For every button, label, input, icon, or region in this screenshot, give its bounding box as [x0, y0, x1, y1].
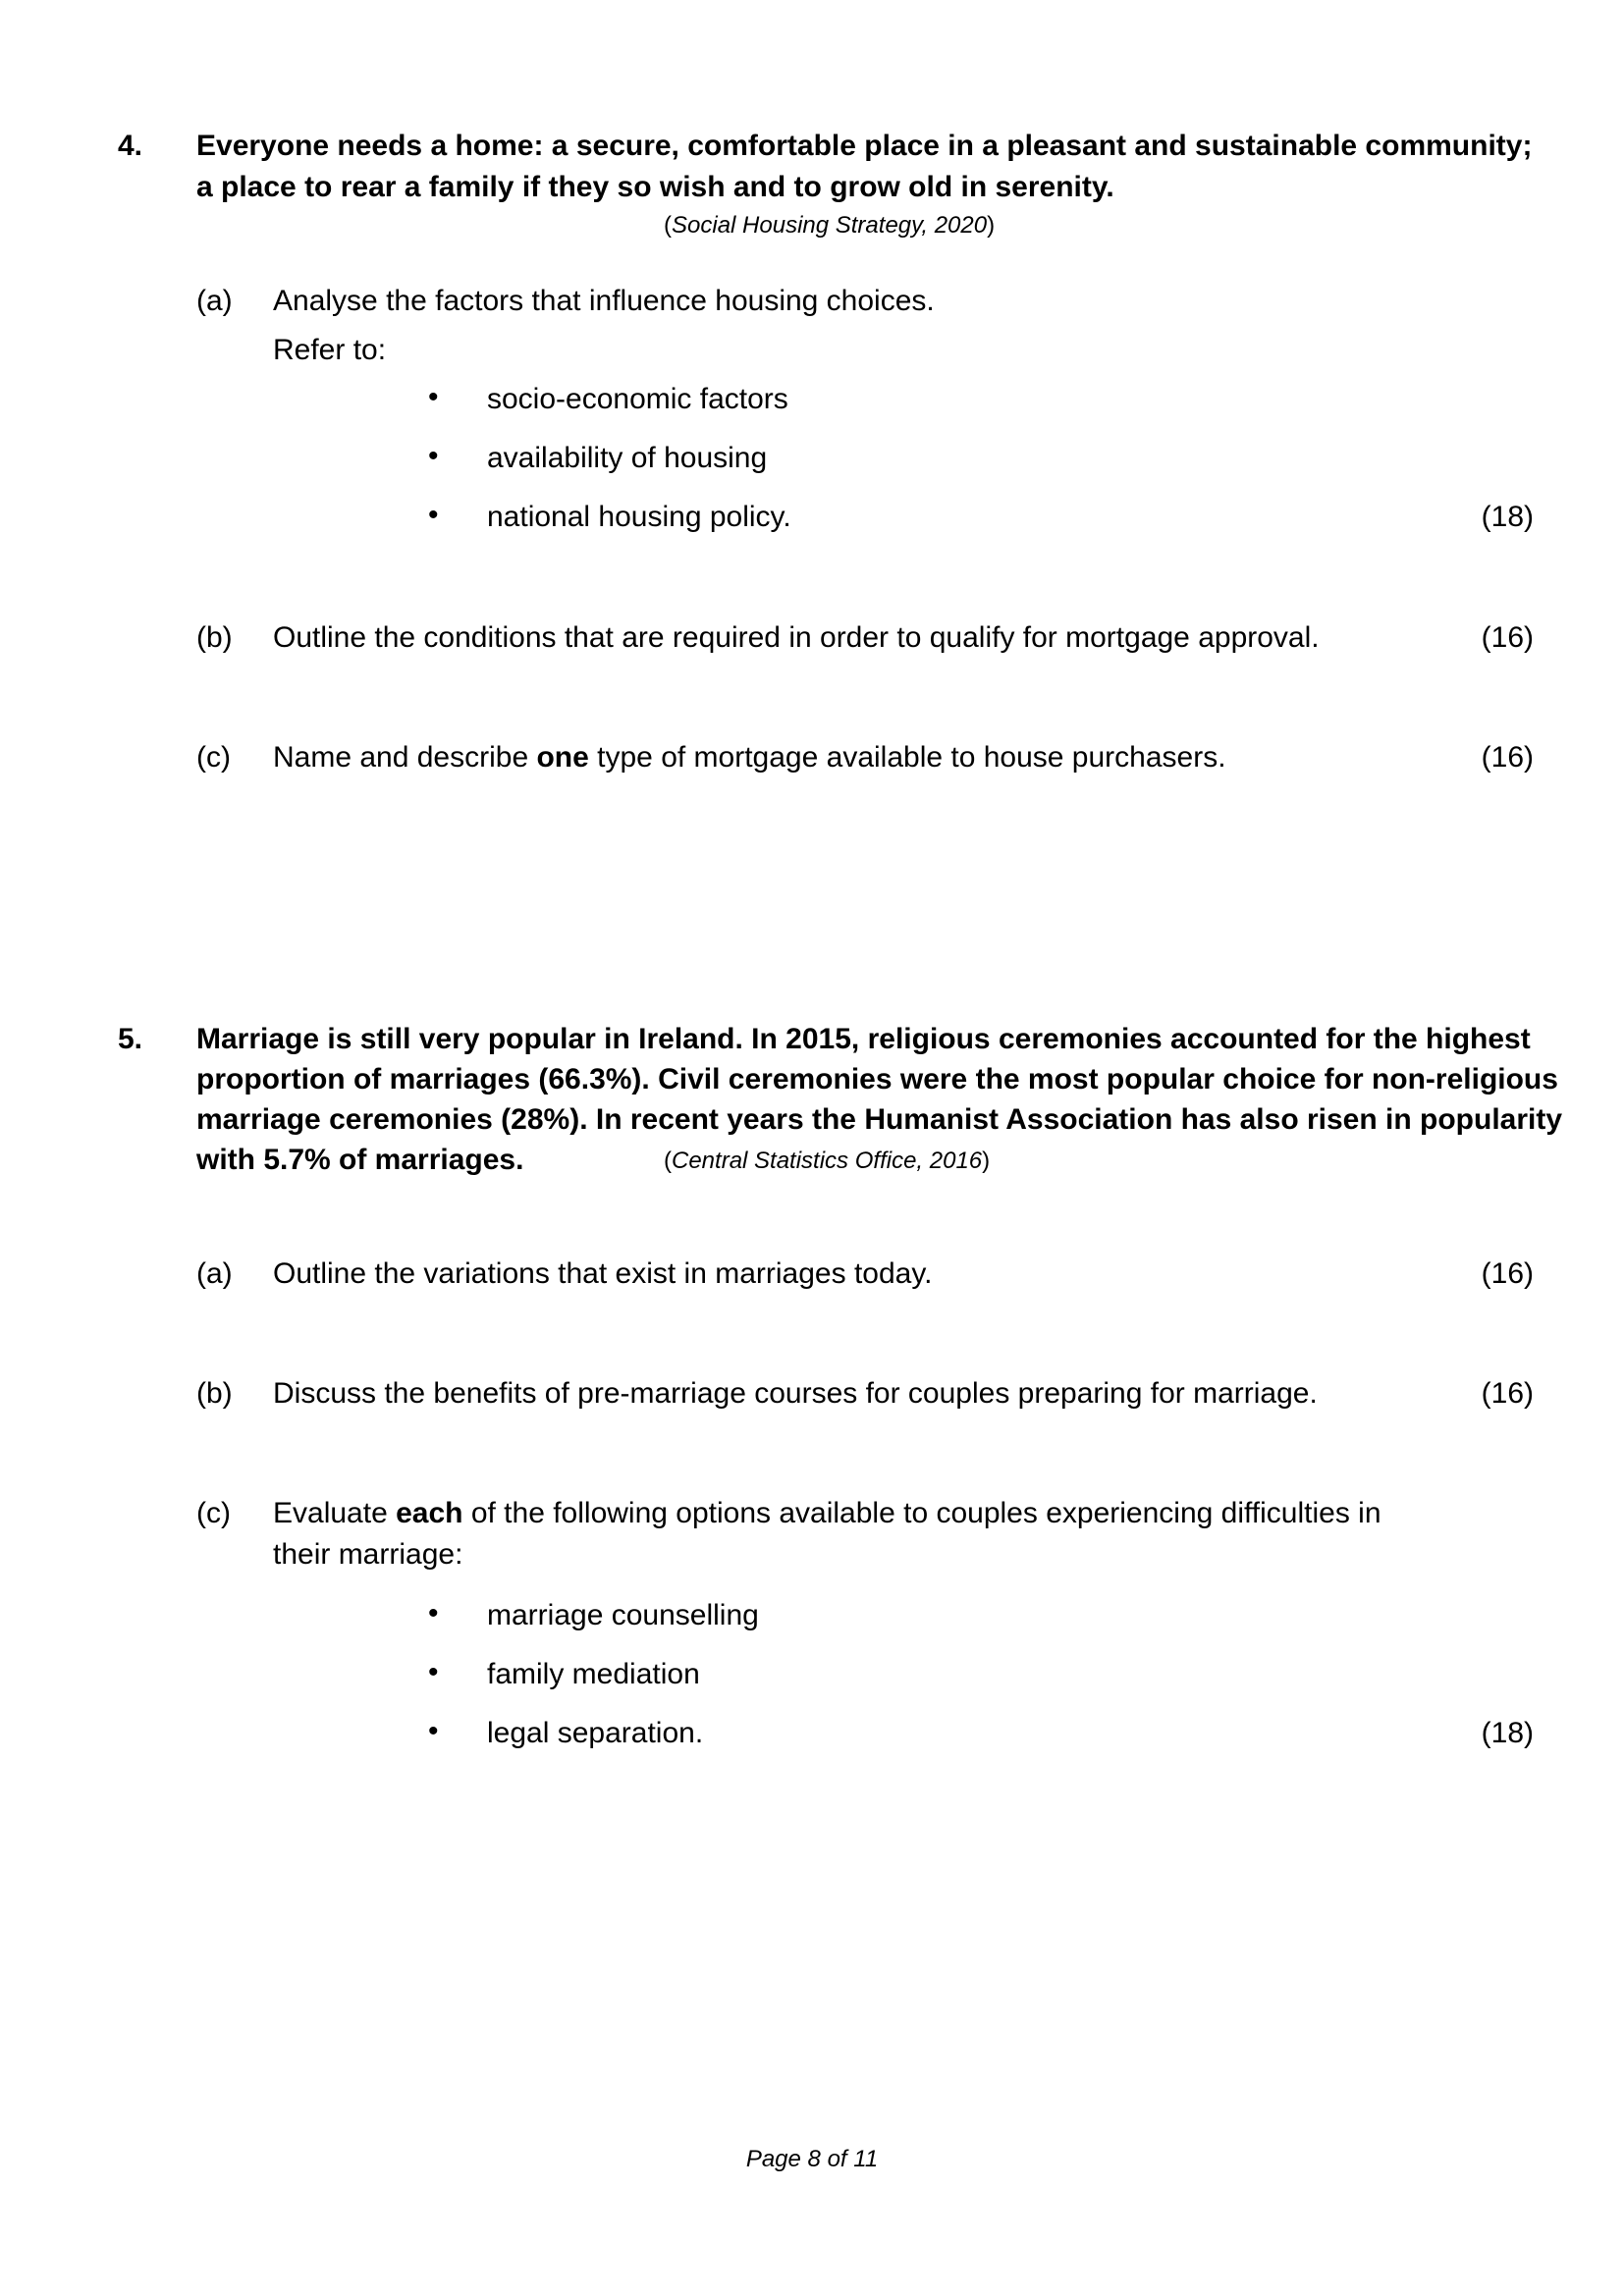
q5a-label: (a) — [196, 1257, 233, 1290]
bullet-icon: • — [428, 381, 439, 413]
q5a-text: Outline the variations that exist in marriages today. — [273, 1257, 933, 1290]
q5c-text-line-2: their marriage: — [273, 1538, 463, 1571]
q5c-text-post: of the following options available to couples experiencing difficulties in — [462, 1497, 1381, 1529]
page-footer: Page 8 of 11 — [745, 2146, 879, 2172]
q5c-text-pre: Evaluate — [273, 1497, 397, 1529]
question-4-stem-line-2: a place to rear a family if they so wish and to grow old in serenity. — [196, 171, 1114, 203]
q5c-marks: (18) — [1481, 1717, 1534, 1749]
q4a-bullet-1: socio-economic factors — [487, 383, 788, 415]
q4a-text: Analyse the factors that influence housing choices. — [273, 285, 935, 317]
q4b-label: (b) — [196, 621, 233, 654]
q5c-bullet-3: legal separation. — [487, 1717, 704, 1749]
question-4-number: 4. — [118, 130, 143, 162]
q5b-text: Discuss the benefits of pre-marriage courses for couples preparing for marriage. — [273, 1377, 1318, 1410]
q4c-text-post: type of mortgage available to house purchasers. — [588, 741, 1226, 774]
q4a-marks: (18) — [1481, 501, 1534, 533]
question-4-source: (Social Housing Strategy, 2020) — [664, 212, 996, 239]
bullet-icon: • — [428, 440, 439, 472]
bullet-icon: • — [428, 1597, 439, 1629]
q4a-refer: Refer to: — [273, 334, 387, 366]
question-5-stem-line-3: marriage ceremonies (28%). In recent years the Humanist Association has also risen in popularity — [196, 1103, 1563, 1136]
q4a-bullet-2: availability of housing — [487, 442, 768, 474]
question-5-number: 5. — [118, 1023, 143, 1055]
q5c-text — [273, 1497, 1381, 1530]
q5c-bullet-2: family mediation — [487, 1658, 700, 1690]
q5c-label: (c) — [196, 1497, 231, 1529]
q4c-text-bold: one — [536, 741, 589, 774]
q5a-marks: (16) — [1481, 1257, 1534, 1290]
q5b-marks: (16) — [1481, 1377, 1534, 1410]
question-4-stem-line-1: Everyone needs a home: a secure, comfortable place in a pleasant and sustainable community; — [196, 130, 1533, 162]
q4b-text: Outline the conditions that are required in order to qualify for mortgage approval. — [273, 621, 1320, 654]
q5c-text-bold: each — [396, 1497, 463, 1529]
question-5-stem-line-4: with 5.7% of marriages. — [196, 1144, 524, 1176]
question-5-source: (Central Statistics Office, 2016) — [664, 1148, 991, 1174]
q4a-label: (a) — [196, 285, 233, 317]
q5b-label: (b) — [196, 1377, 233, 1410]
question-5-source-text: Central Statistics Office, 2016 — [672, 1148, 983, 1174]
q4c-text-pre: Name and describe — [273, 741, 537, 774]
q4c-marks: (16) — [1481, 741, 1534, 774]
bullet-icon: • — [428, 1715, 439, 1747]
bullet-icon: • — [428, 499, 439, 531]
q4b-marks: (16) — [1481, 621, 1534, 654]
q4a-bullet-3: national housing policy. — [487, 501, 791, 533]
question-5-stem-line-2: proportion of marriages (66.3%). Civil ceremonies were the most popular choice for non-religious — [196, 1063, 1558, 1095]
question-4-source-text: Social Housing Strategy, 2020 — [672, 212, 988, 239]
q4c-label: (c) — [196, 741, 231, 774]
q5c-bullet-1: marriage counselling — [487, 1599, 759, 1631]
q4c-text — [273, 741, 1226, 774]
question-5-stem-line-1: Marriage is still very popular in Ireland. In 2015, religious ceremonies accounted for the highest — [196, 1023, 1531, 1055]
bullet-icon: • — [428, 1656, 439, 1688]
